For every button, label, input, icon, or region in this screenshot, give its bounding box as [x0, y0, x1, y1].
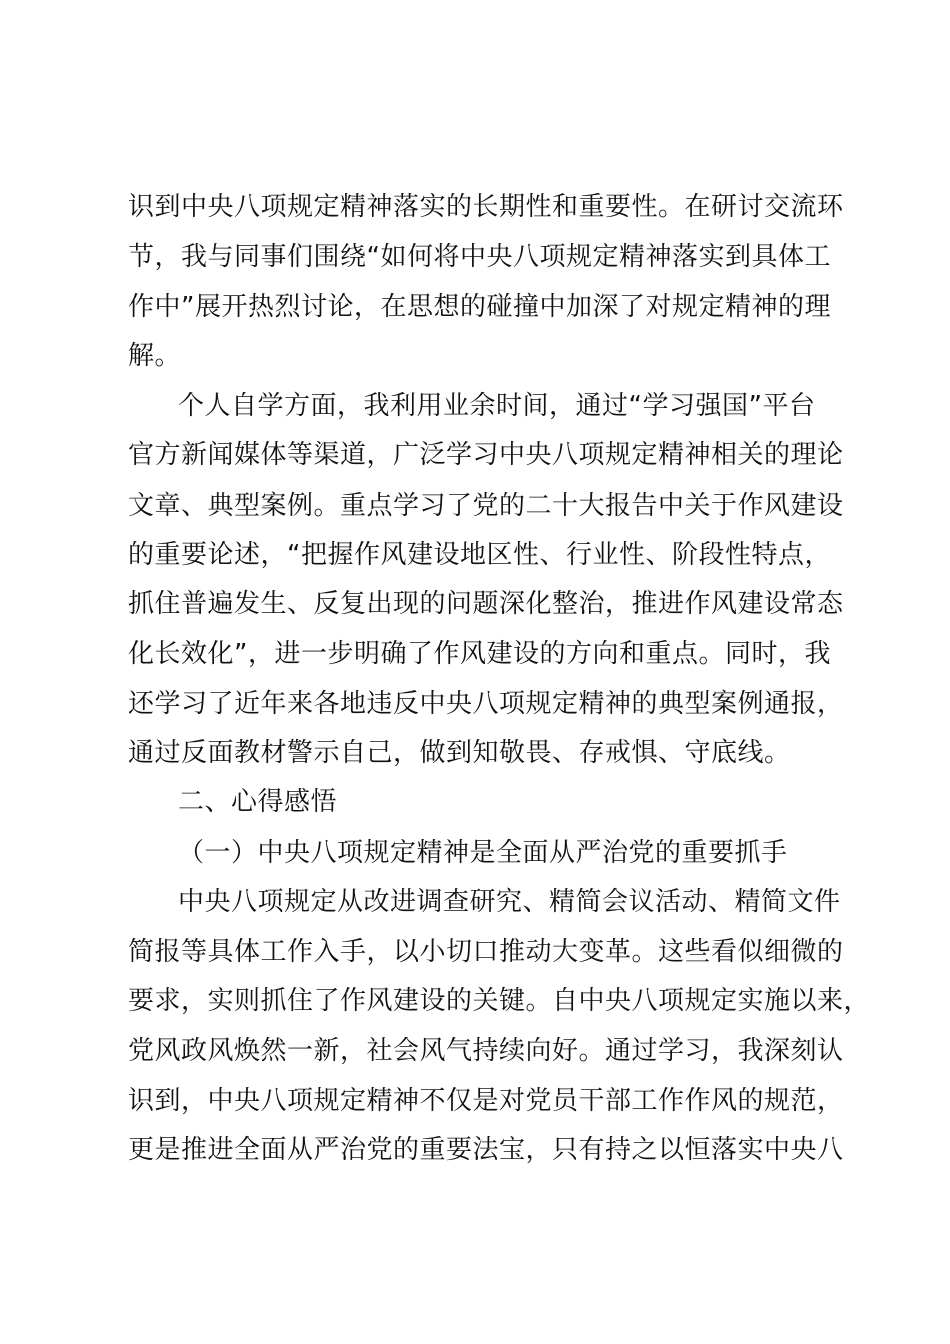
text-line: 节，我与同事们围绕“如何将中央八项规定精神落实到具体工	[128, 242, 831, 272]
text-line: 官方新闻媒体等渠道，广泛学习中央八项规定精神相关的理论	[128, 440, 844, 470]
text-line: 党风政风焕然一新，社会风气持续向好。通过学习，我深刻认	[128, 1036, 844, 1066]
text-line: 要求，实则抓住了作风建设的关键。自中央八项规定实施以来，	[128, 986, 871, 1016]
subsection-heading: （一）中央八项规定精神是全面从严治党的重要抓手	[178, 838, 788, 868]
text-line: 抓住普遍发生、反复出现的问题深化整治，推进作风建设常态	[128, 589, 844, 619]
text-line: 更是推进全面从严治党的重要法宝，只有持之以恒落实中央八	[128, 1135, 844, 1165]
text-line: 简报等具体工作入手，以小切口推动大变革。这些看似细微的	[128, 937, 844, 967]
text-line: 识到中央八项规定精神落实的长期性和重要性。在研讨交流环	[128, 192, 844, 222]
text-line: 文章、典型案例。重点学习了党的二十大报告中关于作风建设	[128, 491, 844, 521]
text-line: 还学习了近年来各地违反中央八项规定精神的典型案例通报，	[128, 689, 844, 719]
paragraph-first-line: 中央八项规定从改进调查研究、精简会议活动、精简文件	[178, 887, 841, 917]
text-line: 作中”展开热烈讨论，在思想的碰撞中加深了对规定精神的理	[128, 292, 831, 322]
text-line: 化长效化”，进一步明确了作风建设的方向和重点。同时，我	[128, 639, 831, 669]
text-line: 通过反面教材警示自己，做到知敬畏、存戒惧、守底线。	[128, 738, 791, 768]
text-line: 的重要论述，“把握作风建设地区性、行业性、阶段性特点，	[128, 540, 831, 570]
text-line: 解。	[128, 341, 182, 371]
section-heading: 二、心得感悟	[178, 787, 338, 817]
paragraph-first-line: 个人自学方面，我利用业余时间，通过“学习强国”平台	[178, 391, 816, 421]
text-line: 识到，中央八项规定精神不仅是对党员干部工作作风的规范，	[128, 1086, 844, 1116]
